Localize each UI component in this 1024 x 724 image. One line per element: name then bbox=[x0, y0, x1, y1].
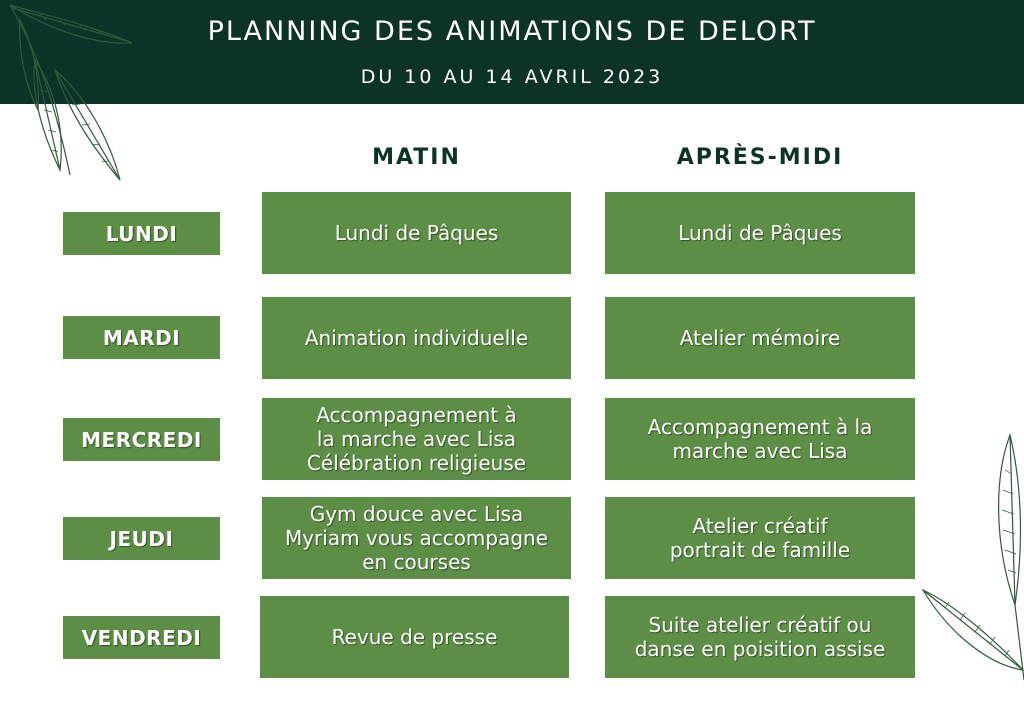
day-label-lundi: LUNDI bbox=[63, 212, 220, 255]
day-label-mardi: MARDI bbox=[63, 316, 220, 359]
page-subtitle: DU 10 AU 14 AVRIL 2023 bbox=[360, 66, 664, 88]
page-title: PLANNING DES ANIMATIONS DE DELORT bbox=[207, 16, 817, 47]
day-label-jeudi: JEUDI bbox=[63, 517, 220, 560]
leaf-decoration-top-left-icon bbox=[0, 0, 140, 185]
slot-mardi-morning: Animation individuelle bbox=[262, 297, 571, 379]
slot-mercredi-afternoon: Accompagnement à la marche avec Lisa bbox=[605, 398, 915, 480]
slot-vendredi-afternoon: Suite atelier créatif ou danse en poisition assise bbox=[605, 596, 915, 678]
slot-mardi-afternoon: Atelier mémoire bbox=[605, 297, 915, 379]
column-header-afternoon: APRÈS-MIDI bbox=[676, 145, 844, 170]
column-header-morning: MATIN bbox=[372, 145, 461, 170]
day-label-vendredi: VENDREDI bbox=[63, 616, 220, 659]
slot-lundi-morning: Lundi de Pâques bbox=[262, 192, 571, 274]
slot-jeudi-morning: Gym douce avec Lisa Myriam vous accompagne en courses bbox=[262, 497, 571, 579]
slot-mercredi-morning: Accompagnement à la marche avec Lisa Célébration religieuse bbox=[262, 398, 571, 480]
header-banner bbox=[0, 0, 1024, 104]
slot-lundi-afternoon: Lundi de Pâques bbox=[605, 192, 915, 274]
slot-jeudi-afternoon: Atelier créatif portrait de famille bbox=[605, 497, 915, 579]
leaf-decoration-bottom-right-icon bbox=[915, 430, 1024, 680]
day-label-mercredi: MERCREDI bbox=[63, 418, 220, 461]
slot-vendredi-morning: Revue de presse bbox=[260, 596, 569, 678]
